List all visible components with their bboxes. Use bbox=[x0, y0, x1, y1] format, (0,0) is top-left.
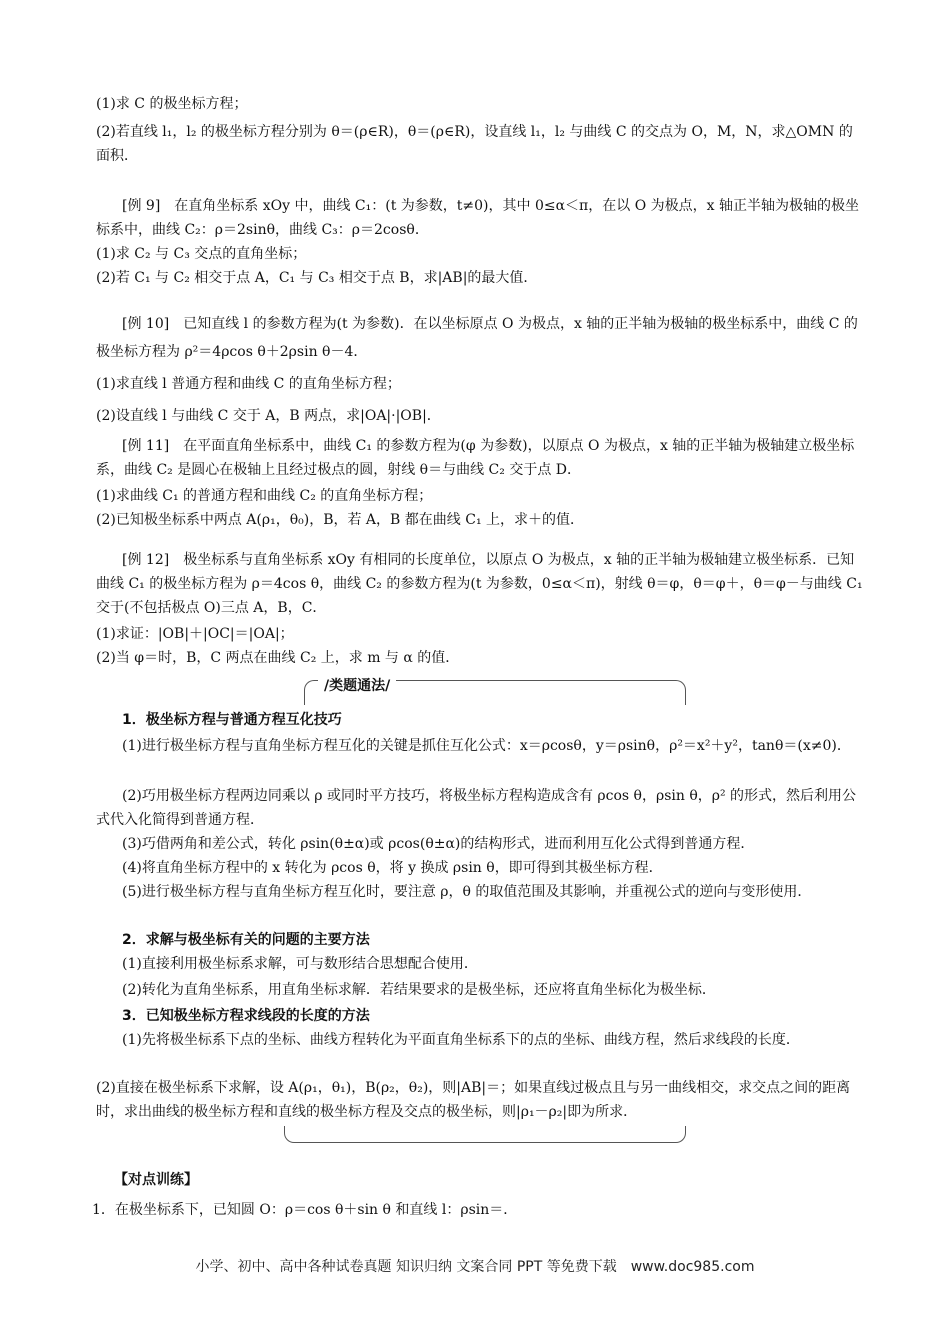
method-2-item-2: (2)转化为直角坐标系，用直角坐标求解．若结果要求的是极坐标，还应将直角坐标化为极坐标． bbox=[122, 982, 716, 998]
example-11-q1: (1)求曲线 C₁ 的普通方程和曲线 C₂ 的直角坐标方程； bbox=[96, 488, 433, 504]
method-3-item-1: (1)先将极坐标系下点的坐标、曲线方程转化为平面直角坐标系下的点的坐标、曲线方程，然后求线段的长度． bbox=[122, 1032, 800, 1048]
example-10-stem: [例 10] 已知直线 l 的参数方程为(t 为参数)．在以坐标原点 O 为极点，x 轴的正半轴为极轴的极坐标系中，曲线 C 的极坐标方程为 ρ²＝4ρcos θ＋2ρsin θ－4． bbox=[96, 316, 858, 360]
method-1-item-4: (4)将直角坐标方程中的 x 转化为 ρcos θ，将 y 换成 ρsin θ，即可得到其极坐标方程． bbox=[122, 860, 663, 876]
example-10-q1: (1)求直线 l 普通方程和曲线 C 的直角坐标方程； bbox=[96, 376, 401, 392]
example-11-stem: [例 11] 在平面直角坐标系中，曲线 C₁ 的参数方程为(φ 为参数)，以原点 O 为极点，x 轴的正半轴为极轴建立极坐标系，曲线 C₂ 是圆心在极轴上且经过极点的圆，射线 θ＝与曲线 C₂ 交于点 D． bbox=[96, 438, 855, 478]
question-part-2: (2)若直线 l₁，l₂ 的极坐标方程分别为 θ＝(ρ∈R)，θ＝(ρ∈R)，设直线 l₁，l₂ 与曲线 C 的交点为 O，M，N，求△OMN 的面积． bbox=[96, 124, 853, 164]
method-heading-3: 3．已知极坐标方程求线段的长度的方法 bbox=[122, 1008, 370, 1024]
method-3-item-2: (2)直接在极坐标系下求解，设 A(ρ₁，θ₁)，B(ρ₂，θ₂)，则|AB|＝；如果直线过极点且与另一曲线相交，求交点之间的距离时，求出曲线的极坐标方程和直线的极坐标方程及交点的极坐标，则|ρ₁－ρ₂|即为所求． bbox=[96, 1080, 851, 1120]
training-question-1: 1．在极坐标系下，已知圆 O：ρ＝cos θ＋sin θ 和直线 l：ρsin＝． bbox=[92, 1202, 518, 1218]
method-box-bottom-border bbox=[284, 1126, 686, 1143]
example-9-stem: [例 9] 在直角坐标系 xOy 中，曲线 C₁：(t 为参数，t≠0)，其中 0≤α＜π，在以 O 为极点，x 轴正半轴为极轴的极坐标系中，曲线 C₂：ρ＝2sinθ，曲线 C₃：ρ＝2cosθ． bbox=[96, 198, 859, 238]
question-part-1: (1)求 C 的极坐标方程； bbox=[96, 96, 248, 112]
method-heading-1: 1．极坐标方程与普通方程互化技巧 bbox=[122, 712, 342, 728]
method-1-item-2: (2)巧用极坐标方程两边同乘以 ρ 或同时平方技巧，将极坐标方程构造成含有 ρcos θ，ρsin θ，ρ² 的形式，然后利用公式代入化简得到普通方程． bbox=[96, 788, 857, 828]
example-12-q1: (1)求证：|OB|＋|OC|＝|OA|； bbox=[96, 626, 294, 642]
page-footer: 小学、初中、高中各种试卷真题 知识归纳 文案合同 PPT 等免费下载 www.doc985.com bbox=[195, 1259, 755, 1275]
method-1-item-5: (5)进行极坐标方程与直角坐标方程互化时，要注意 ρ，θ 的取值范围及其影响，并重视公式的逆向与变形使用． bbox=[122, 884, 812, 900]
method-2-item-1: (1)直接利用极坐标系求解，可与数形结合思想配合使用． bbox=[122, 956, 478, 972]
example-10-q2: (2)设直线 l 与曲线 C 交于 A，B 两点，求|OA|·|OB|． bbox=[96, 408, 441, 424]
training-title: 【对点训练】 bbox=[114, 1172, 198, 1188]
method-heading-2: 2．求解与极坐标有关的问题的主要方法 bbox=[122, 932, 370, 948]
example-9-q2: (2)若 C₁ 与 C₂ 相交于点 A，C₁ 与 C₃ 相交于点 B，求|AB|的最大值． bbox=[96, 270, 538, 286]
example-11-q2: (2)已知极坐标系中两点 A(ρ₁，θ₀)，B，若 A，B 都在曲线 C₁ 上，求＋的值． bbox=[96, 512, 585, 528]
example-9-q1: (1)求 C₂ 与 C₃ 交点的直角坐标； bbox=[96, 246, 307, 262]
method-box-label: /类题通法/ bbox=[318, 675, 396, 695]
example-12-q2: (2)当 φ＝时，B，C 两点在曲线 C₂ 上，求 m 与 α 的值． bbox=[96, 650, 460, 666]
method-1-item-1: (1)进行极坐标方程与直角坐标方程互化的关键是抓住互化公式：x＝ρcosθ，y＝ρsinθ，ρ²＝x²＋y²，tanθ＝(x≠0)． bbox=[122, 738, 851, 754]
method-1-item-3: (3)巧借两角和差公式，转化 ρsin(θ±α)或 ρcos(θ±α)的结构形式，进而利用互化公式得到普通方程． bbox=[122, 836, 755, 852]
example-12-stem: [例 12] 极坐标系与直角坐标系 xOy 有相同的长度单位，以原点 O 为极点，x 轴的正半轴为极轴建立极坐标系．已知曲线 C₁ 的极坐标方程为 ρ＝4cos θ，曲线 C₂ 的参数方程为(t 为参数，0≤α＜π)，射线 θ＝φ，θ＝φ＋，θ＝φ－与曲线 C₁ 交于(不包括极点 O)三点 A，B，C． bbox=[96, 552, 863, 616]
